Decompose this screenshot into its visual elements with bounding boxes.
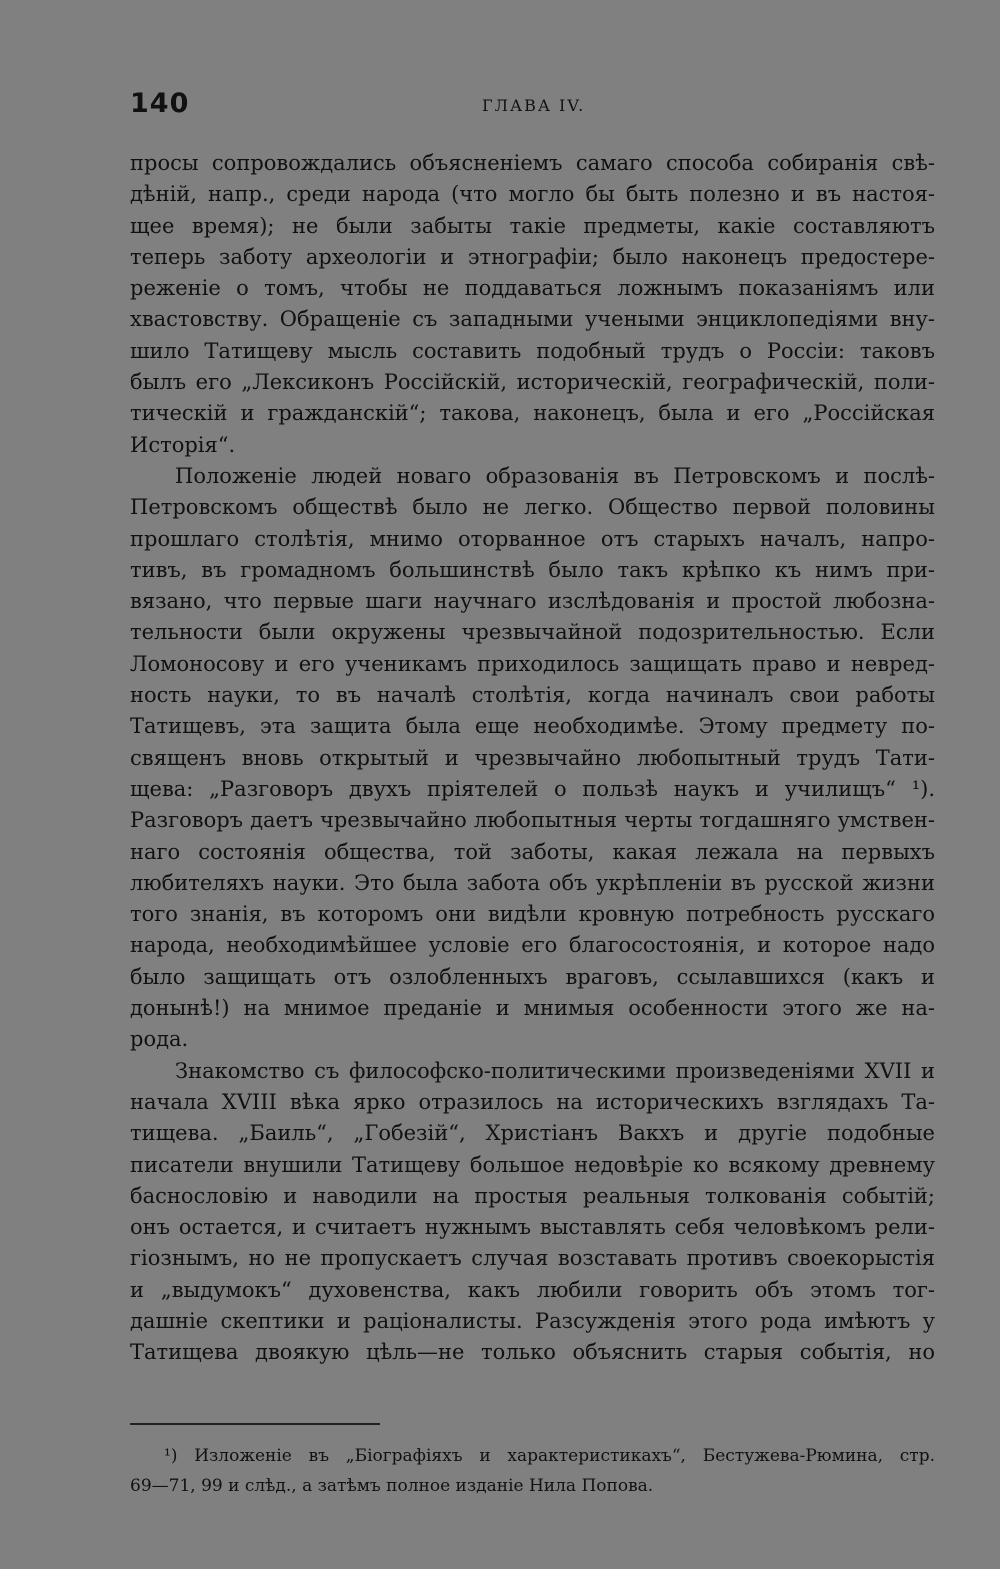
text-line: начала XVIII вѣка ярко отразилось на историческихъ взглядахъ Та-	[130, 1089, 935, 1114]
text-line: тивъ, въ громадномъ большинствѣ было такъ крѣпко къ нимъ при-	[130, 557, 935, 582]
page-number: 140	[130, 88, 190, 119]
text-line: щее время); не были забыты такіе предметы, какіе составляютъ	[130, 213, 935, 238]
text-line: вязано, что первые шаги научнаго изслѣдованія и простой любозна-	[130, 589, 935, 614]
text-line: дѣній, напр., среди народа (что могло бы быть полезно и въ настоя-	[130, 182, 935, 207]
text-line: тищева. „Баиль“, „Гобезій“, Христіанъ Вакхъ и другіе подобные	[130, 1121, 935, 1146]
text-line: баснословію и наводили на простыя реальныя толкованія событій;	[130, 1183, 935, 1208]
text-line: тическій и гражданскій“; такова, наконецъ, была и его „Россійская	[130, 401, 935, 426]
footnote-divider	[130, 1423, 380, 1425]
text-line: наго состоянія общества, той заботы, какая лежала на первыхъ	[130, 839, 935, 864]
text-line: ность науки, то въ началѣ столѣтія, когда начиналъ свои работы	[130, 683, 935, 708]
text-line: прошлаго столѣтія, мнимо оторванное отъ старыхъ началъ, напро-	[130, 526, 935, 551]
text-line: Исторія“.	[130, 432, 236, 457]
text-line: щева: „Разговоръ двухъ пріятелей о пользѣ наукъ и училищъ“ ¹).	[130, 776, 935, 801]
text-line: и „выдумокъ“ духовенства, какъ любили говорить объ этомъ тог-	[130, 1277, 935, 1302]
footnote-line: ¹) Изложеніе въ „Біографіяхъ и характеристикахъ“, Бестужева-Рюмина, стр.	[164, 1446, 935, 1466]
text-line: рода.	[130, 1027, 189, 1052]
text-line: священъ вновь открытый и чрезвычайно любопытный трудъ Тати-	[130, 745, 935, 770]
text-line: Знакомство съ философско-политическими произведеніями XVII и	[175, 1058, 935, 1083]
text-line: писатели внушили Татищеву большое недовѣріе ко всякому древнему	[130, 1152, 935, 1177]
text-line: Положеніе людей новаго образованія въ Петровскомъ и послѣ-	[175, 463, 935, 488]
text-line: Разговоръ даетъ чрезвычайно любопытныя черты тогдашняго умствен-	[130, 808, 935, 833]
text-line: просы сопровождались объясненіемъ самаго способа собиранія свѣ-	[130, 151, 935, 175]
text-line: дашніе скептики и раціоналисты. Разсужденія этого рода имѣютъ у	[130, 1308, 935, 1333]
main-text	[130, 148, 935, 1369]
text-line: Петровскомъ обществѣ было не легко. Общество первой половины	[130, 495, 935, 520]
paragraph	[130, 148, 935, 461]
text-line: Татищевъ, эта защита была еще необходимѣе. Этому предмету по-	[130, 714, 935, 739]
text-line: шило Татищеву мысль составить подобный трудъ о Россіи: таковъ	[130, 338, 935, 363]
text-line: онъ остается, и считаетъ нужнымъ выставлять себя человѣкомъ рели-	[130, 1215, 935, 1240]
text-line: гіознымъ, но не пропускаетъ случая возставать противъ своекорыстія	[130, 1246, 935, 1271]
text-line: хвастовству. Обращеніе съ западными учеными энциклопедіями вну-	[130, 307, 935, 332]
text-line: былъ его „Лексиконъ Россійскій, историческій, географическій, поли-	[130, 370, 935, 395]
page-header	[130, 88, 935, 128]
text-line: было защищать отъ озлобленныхъ враговъ, ссылавшихся (какъ и	[130, 964, 935, 989]
text-line: Ломоносову и его ученикамъ приходилось защищать право и невред-	[130, 651, 935, 676]
text-line: тельности были окружены чрезвычайной подозрительностью. Если	[130, 620, 935, 645]
text-line: реженіе о томъ, чтобы не поддаваться ложнымъ показаніямъ или	[130, 276, 935, 301]
text-line: народа, необходимѣйшее условіе его благосостоянія, и которое надо	[130, 933, 935, 958]
paragraph	[130, 1056, 935, 1369]
footnotes	[130, 1441, 935, 1501]
footnote-line: 69—71, 99 и слѣд., а затѣмъ полное изданіе Нила Попова.	[130, 1476, 654, 1496]
paragraph	[130, 461, 935, 1056]
running-head: ГЛАВА IV.	[482, 96, 586, 115]
text-line: того знанія, въ которомъ они видѣли кровную потребность русскаго	[130, 902, 935, 927]
text-line: теперь заботу археологіи и этнографіи; было наконецъ предостере-	[130, 244, 935, 269]
text-line: донынѣ!) на мнимое преданіе и мнимыя особенности этого же на-	[130, 996, 935, 1021]
text-line: Татищева двоякую цѣль—не только объяснить старыя событія, но	[130, 1340, 935, 1365]
text-line: любителяхъ науки. Это была забота объ укрѣпленіи въ русской жизни	[130, 870, 935, 895]
